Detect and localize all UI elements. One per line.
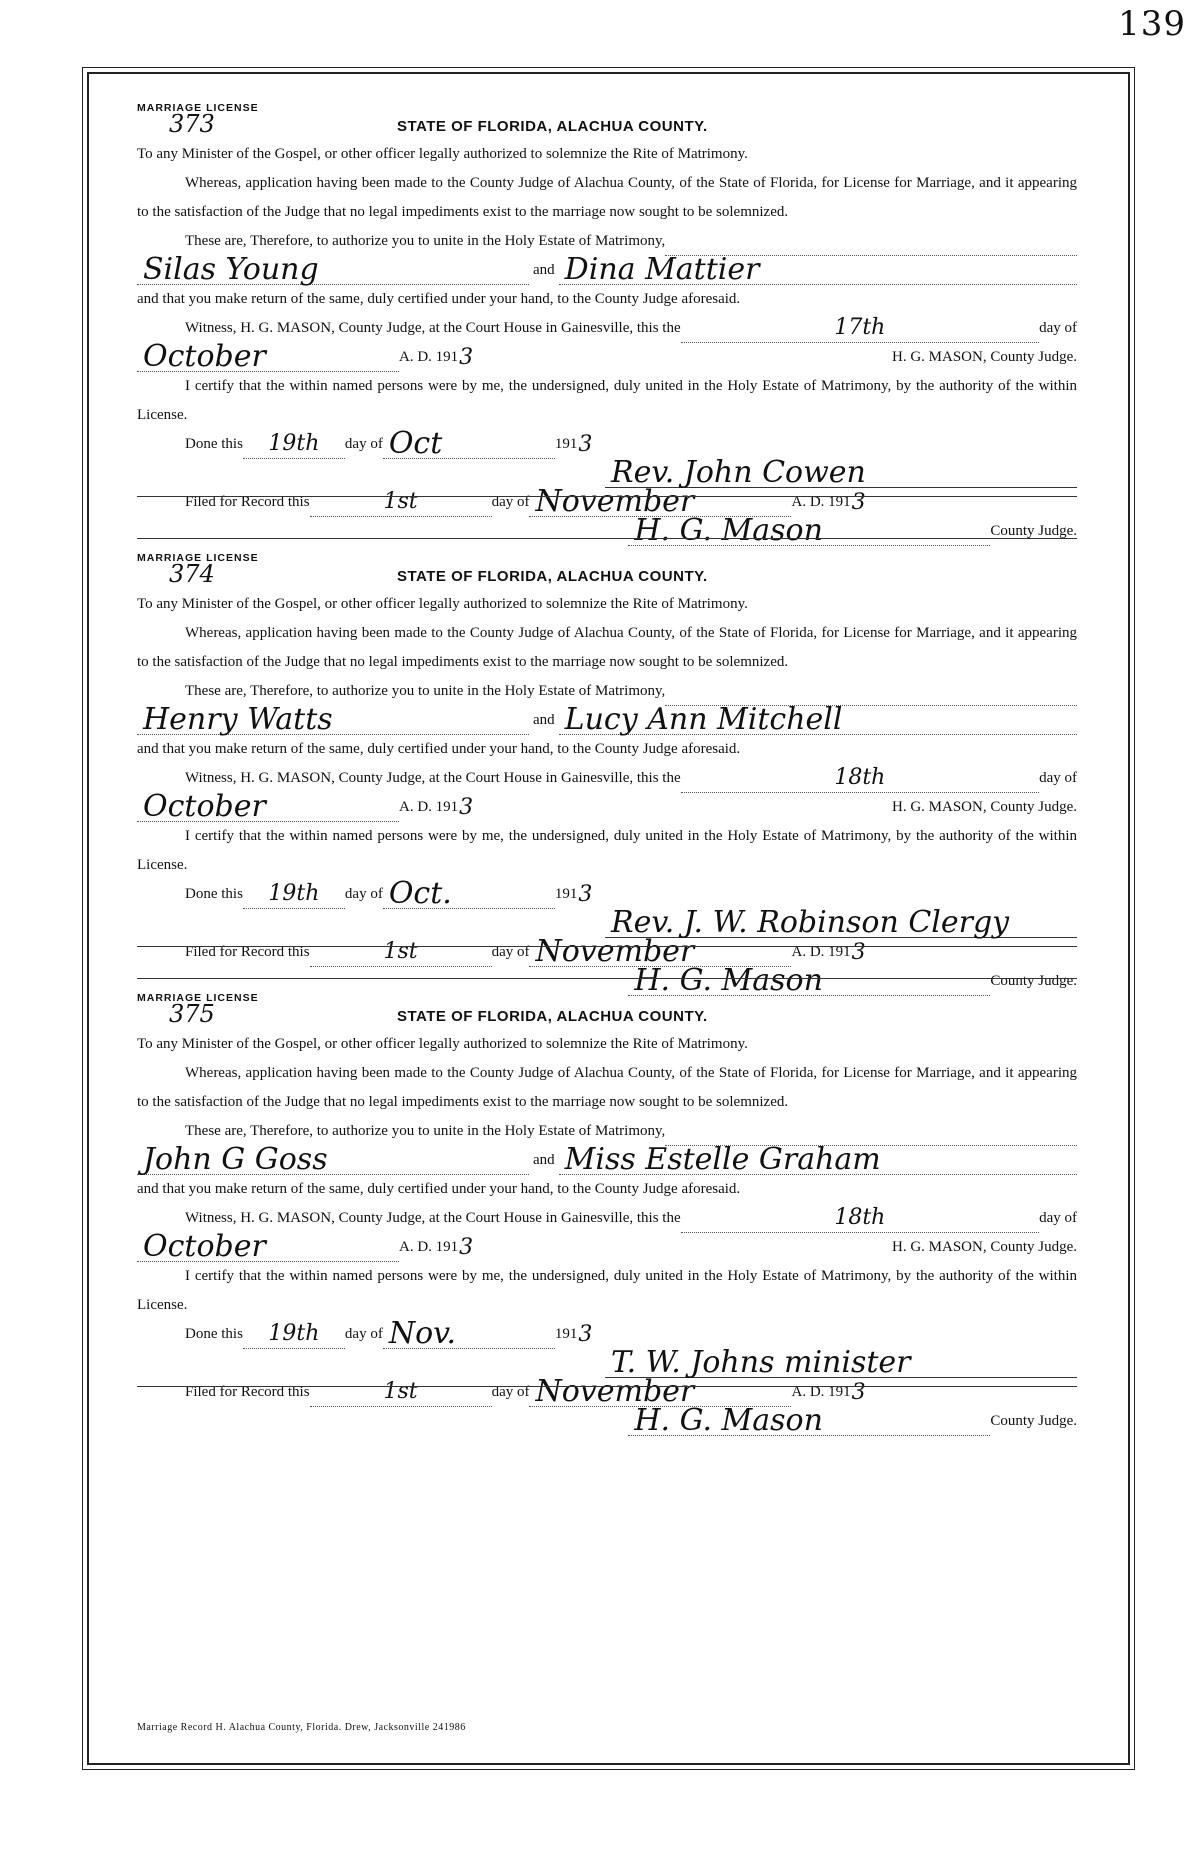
license-number: 373 [169,110,215,138]
license-label: MARRIAGE LICENSE [137,102,259,114]
witness-text: Witness, H. G. MASON, County Judge, at the Court House in Gainesville, this the [185,1210,681,1226]
certify-paragraph: I certify that the within named persons were by me, the undersigned, duly united in the Holy Estate of Matrimony, by the authority of the within License. [137,828,1077,873]
groom-name: Silas Young [137,255,529,285]
judge-signature: H. G. Mason [628,1406,990,1436]
return-text: and that you make return of the same, duly certified under your hand, to the County Judge aforesaid. [137,1181,741,1197]
done-year-digit: 3 [578,882,593,907]
filed-day-of: day of [491,1384,530,1400]
filed-month: November [529,937,791,967]
done-day-of: day of [344,436,383,452]
filed-text: Filed for Record this [185,944,310,960]
county-judge-text: County Judge. [990,973,1077,989]
and-text: and [533,262,555,278]
done-year-prefix: 191 [554,886,578,902]
return-text: and that you make return of the same, duly certified under your hand, to the County Judge aforesaid. [137,741,741,757]
whereas-paragraph: Whereas, application having been made to the County Judge of Alachua County, of the State of Florida, for License for Marriage, and it appearing to the satisfaction of the Judge that no legal impediments exist to the marriage now sought to be solemnized. [137,175,1077,220]
judge-text: H. G. MASON, County Judge. [891,349,1077,365]
filed-year-digit: 3 [851,490,866,515]
bride-name: Lucy Ann Mitchell [559,705,1077,735]
done-this-text: Done this [185,436,243,452]
witness-month: October [137,792,399,822]
filed-day: 1st [310,937,492,967]
filed-year-digit: 3 [851,940,866,965]
ad-text: A. D. 191 [399,799,459,815]
page-number: 139 [1118,4,1186,44]
filed-text: Filed for Record this [185,494,310,510]
year-digit: 3 [459,1235,474,1260]
groom-name: Henry Watts [137,705,529,735]
bride-name: Miss Estelle Graham [559,1145,1077,1175]
done-day: 19th [243,429,345,459]
filed-divider [137,946,1077,947]
filed-ad: A. D. 191 [791,494,851,510]
done-day: 19th [243,1319,345,1349]
filed-text: Filed for Record this [185,1384,310,1400]
done-year-digit: 3 [578,432,593,457]
judge-text: H. G. MASON, County Judge. [891,1239,1077,1255]
done-year-prefix: 191 [554,1326,578,1342]
these-are-text: These are, Therefore, to authorize you to unite in the Holy Estate of Matrimony, [185,683,666,699]
witness-month: October [137,342,399,372]
judge-signature: H. G. Mason [628,516,990,546]
done-day-of: day of [344,1326,383,1342]
license-divider [137,538,1077,539]
filed-year-digit: 3 [851,1380,866,1405]
filed-divider [137,1386,1077,1387]
filed-ad: A. D. 191 [791,944,851,960]
license-number: 375 [169,1000,215,1028]
and-text: and [533,712,555,728]
license-label: MARRIAGE LICENSE [137,992,259,1004]
witness-month: October [137,1232,399,1262]
day-of-text: day of [1039,320,1077,336]
filed-month: November [529,1377,791,1407]
these-are-text: These are, Therefore, to authorize you to unite in the Holy Estate of Matrimony, [185,1123,666,1139]
certify-paragraph: I certify that the within named persons were by me, the undersigned, duly united in the Holy Estate of Matrimony, by the authority of the within License. [137,378,1077,423]
officiant-signature: Rev. J. W. Robinson Clergy [605,908,1077,938]
county-judge-text: County Judge. [990,1413,1077,1429]
license-divider [137,978,1077,979]
license-title: STATE OF FLORIDA, ALACHUA COUNTY. [397,118,708,135]
whereas-paragraph: Whereas, application having been made to the County Judge of Alachua County, of the State of Florida, for License for Marriage, and it appearing to the satisfaction of the Judge that no legal impediments exist to the marriage now sought to be solemnized. [137,625,1077,670]
these-are-text: These are, Therefore, to authorize you to unite in the Holy Estate of Matrimony, [185,233,666,249]
to-any-minister: To any Minister of the Gospel, or other officer legally authorized to solemnize the Rite of Matrimony. [137,1036,748,1052]
record-footer: Marriage Record H. Alachua County, Florida. Drew, Jacksonville 241986 [137,1722,466,1733]
done-year-digit: 3 [578,1322,593,1347]
officiant-signature: Rev. John Cowen [605,458,1077,488]
done-day-of: day of [344,886,383,902]
done-month: Oct [383,429,555,459]
filed-day: 1st [310,1377,492,1407]
day-of-text: day of [1039,770,1077,786]
license-number: 374 [169,560,215,588]
year-digit: 3 [459,345,474,370]
and-text: and [533,1152,555,1168]
ad-text: A. D. 191 [399,349,459,365]
license-title: STATE OF FLORIDA, ALACHUA COUNTY. [397,1008,708,1025]
done-year-prefix: 191 [554,436,578,452]
done-month: Oct. [383,879,555,909]
to-any-minister: To any Minister of the Gospel, or other officer legally authorized to solemnize the Rite of Matrimony. [137,596,748,612]
done-this-text: Done this [185,1326,243,1342]
done-this-text: Done this [185,886,243,902]
license-title: STATE OF FLORIDA, ALACHUA COUNTY. [397,568,708,585]
witness-day: 18th [681,763,1039,793]
bride-name: Dina Mattier [559,255,1077,285]
return-text: and that you make return of the same, duly certified under your hand, to the County Judge aforesaid. [137,291,741,307]
year-digit: 3 [459,795,474,820]
done-month: Nov. [383,1319,555,1349]
to-any-minister: To any Minister of the Gospel, or other officer legally authorized to solemnize the Rite of Matrimony. [137,146,748,162]
witness-text: Witness, H. G. MASON, County Judge, at the Court House in Gainesville, this the [185,770,681,786]
witness-text: Witness, H. G. MASON, County Judge, at the Court House in Gainesville, this the [185,320,681,336]
ad-text: A. D. 191 [399,1239,459,1255]
filed-month: November [529,487,791,517]
judge-text: H. G. MASON, County Judge. [891,799,1077,815]
witness-day: 18th [681,1203,1039,1233]
filed-day: 1st [310,487,492,517]
filed-day-of: day of [491,944,530,960]
record-frame [87,72,1130,1765]
judge-signature: H. G. Mason [628,966,990,996]
filed-day-of: day of [491,494,530,510]
groom-name: John G Goss [137,1145,529,1175]
day-of-text: day of [1039,1210,1077,1226]
certify-paragraph: I certify that the within named persons were by me, the undersigned, duly united in the Holy Estate of Matrimony, by the authority of the within License. [137,1268,1077,1313]
whereas-paragraph: Whereas, application having been made to the County Judge of Alachua County, of the State of Florida, for License for Marriage, and it appearing to the satisfaction of the Judge that no legal impediments exist to the marriage now sought to be solemnized. [137,1065,1077,1110]
witness-day: 17th [681,313,1039,343]
license-label: MARRIAGE LICENSE [137,552,259,564]
officiant-signature: T. W. Johns minister [605,1348,1077,1378]
county-judge-text: County Judge. [990,523,1077,539]
filed-divider [137,496,1077,497]
filed-ad: A. D. 191 [791,1384,851,1400]
done-day: 19th [243,879,345,909]
